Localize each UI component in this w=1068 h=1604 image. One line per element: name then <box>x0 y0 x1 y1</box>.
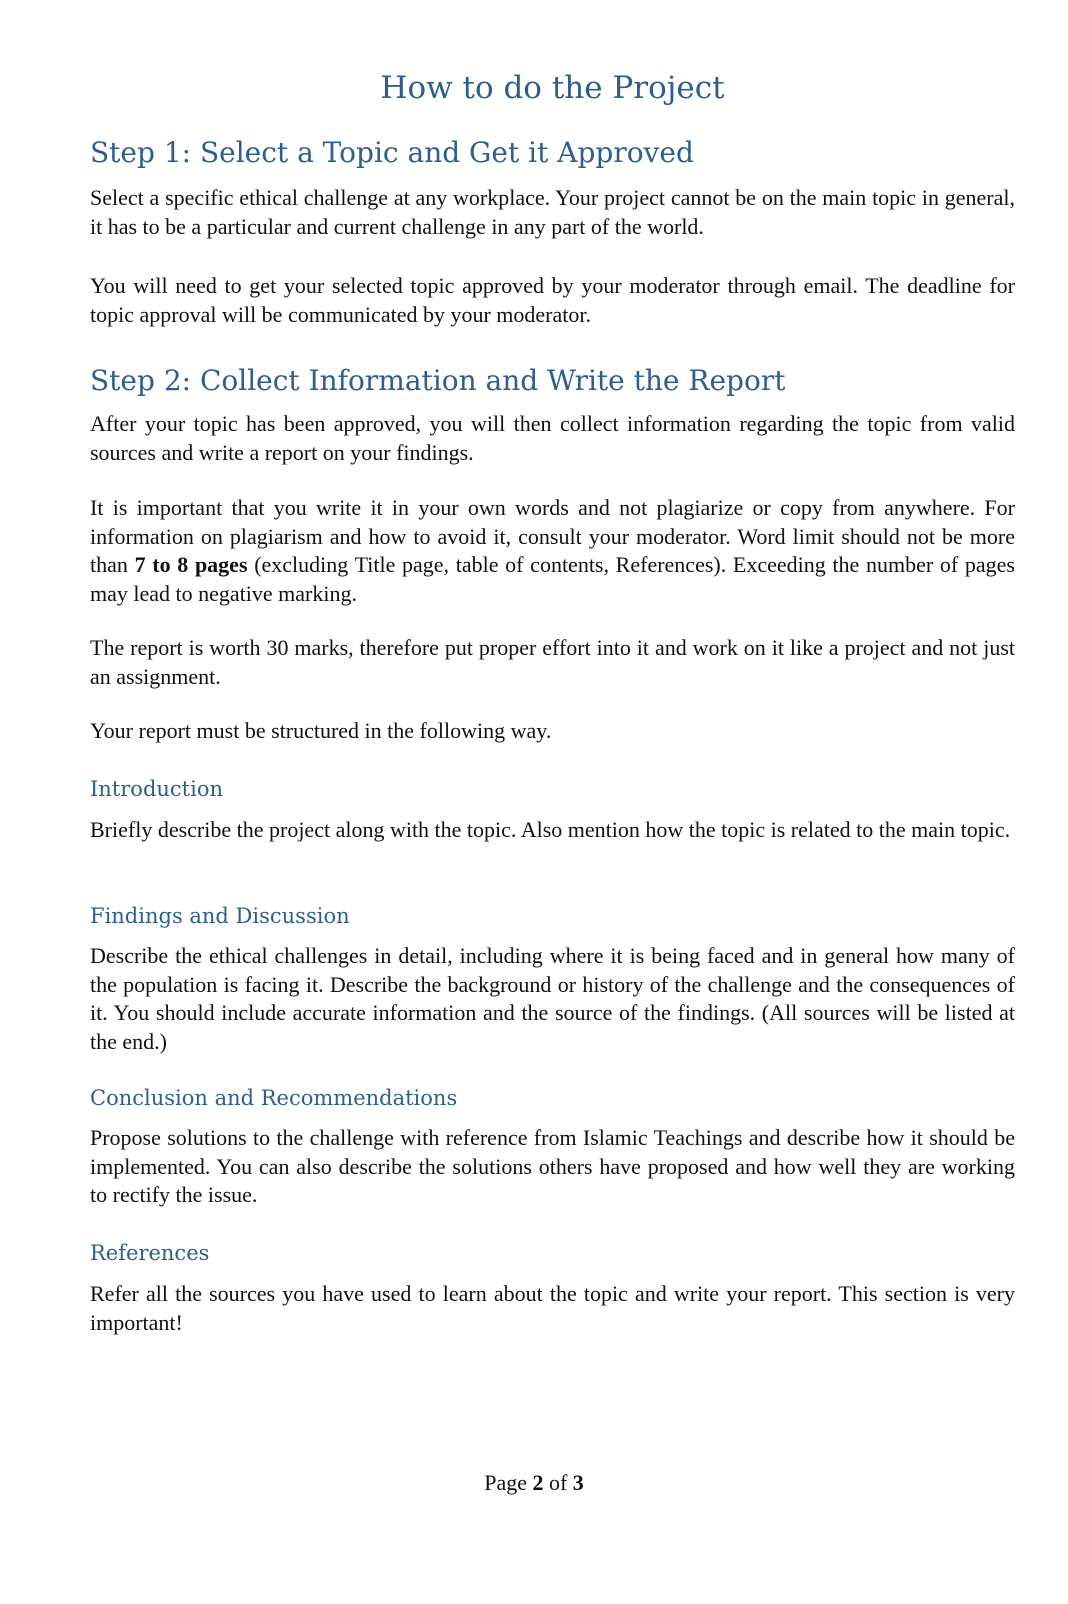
step1-paragraph-1: Select a specific ethical challenge at any workplace. Your project cannot be on the main topic in general, it has to be a particular and current challenge in any part of the world. <box>90 185 1015 239</box>
findings-text: Describe the ethical challenges in detail, including where it is being faced and in general how many of the population is facing it. Describe the background or history of the challenge and the consequences of it. You should include accurate information and the source of the findings. (All sources will be listed at the end.) <box>90 943 1015 1054</box>
references-heading: References <box>90 1241 210 1265</box>
step1-heading: Step 1: Select a Topic and Get it Approved <box>90 136 694 169</box>
page-footer <box>0 1470 1068 1496</box>
page-limit: 7 to 8 pages <box>134 552 248 577</box>
references-text: Refer all the sources you have used to learn about the topic and write your report. This section is very important! <box>90 1281 1015 1335</box>
findings-heading: Findings and Discussion <box>90 904 350 928</box>
introduction-heading: Introduction <box>90 777 223 801</box>
step2-paragraph-1: After your topic has been approved, you will then collect information regarding the topic from valid sources and write a report on your findings. <box>90 411 1015 465</box>
page-label: Page <box>484 1470 527 1495</box>
step2-paragraph-3: The report is worth 30 marks, therefore put proper effort into it and work on it like a project and not just an assignment. <box>90 635 1015 689</box>
page-number: 2 <box>532 1470 544 1495</box>
conclusion-text: Propose solutions to the challenge with reference from Islamic Teachings and describe how it should be implemented. You can also describe the solutions others have proposed and how well they are working to rectify the issue. <box>90 1125 1015 1207</box>
step2-heading: Step 2: Collect Information and Write the Report <box>90 364 786 397</box>
of-label: of <box>548 1470 568 1495</box>
page-title: How to do the Project <box>380 70 725 106</box>
step2-paragraph-2 <box>90 494 1015 608</box>
step1-paragraph-2: You will need to get your selected topic approved by your moderator through email. The deadline for topic approval will be communicated by your moderator. <box>90 273 1015 327</box>
step2-paragraph-4: Your report must be structured in the following way. <box>90 718 552 743</box>
total-pages: 3 <box>572 1470 584 1495</box>
step2-p2-before: It is important that you write it in your own words and not plagiarize or copy from anywhere. For information on plagiarism and how to avoid it, consult your moderator. Word limit should not be more than <box>90 495 1015 577</box>
conclusion-heading: Conclusion and Recommendations <box>90 1086 458 1110</box>
introduction-text: Briefly describe the project along with the topic. Also mention how the topic is related to the main topic. <box>90 817 1011 842</box>
step2-p2-after: (excluding Title page, table of contents, References). Exceeding the number of pages may lead to negative marking. <box>90 552 1015 606</box>
